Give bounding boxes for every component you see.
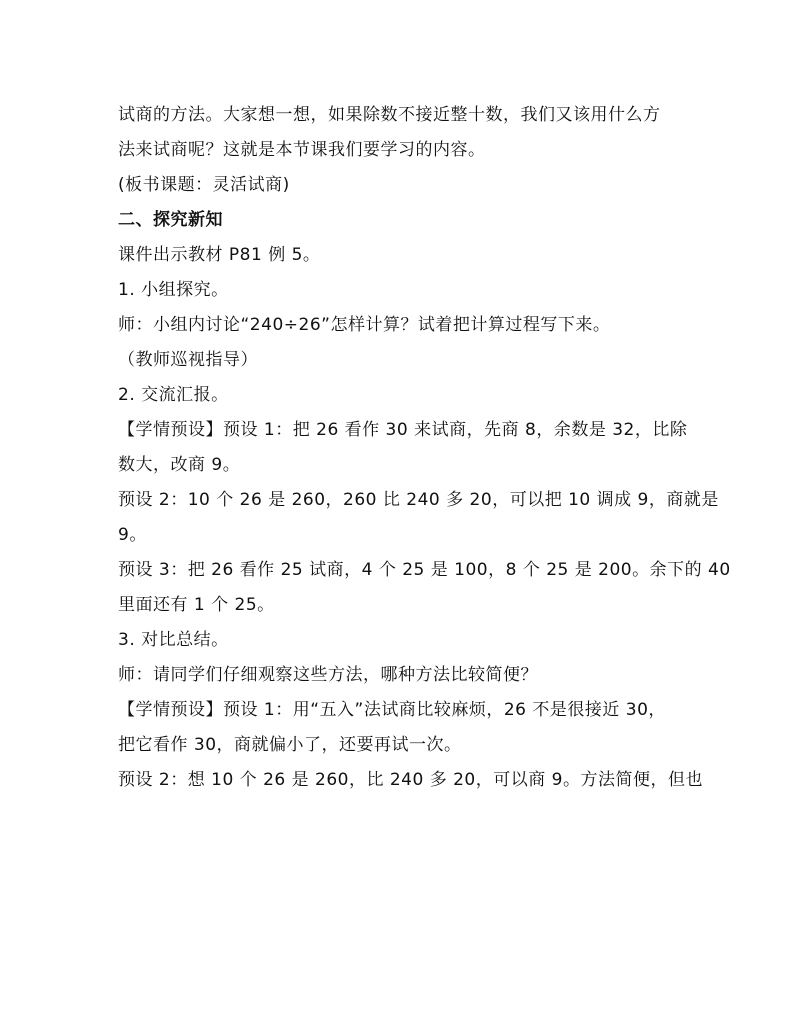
text-line: 师：小组内讨论“240÷26”怎样计算？试着把计算过程写下来。 xyxy=(118,315,611,335)
text-line: 预设 3：把 26 看作 25 试商，4 个 25 是 100，8 个 25 是 200。余下的 40 xyxy=(118,560,731,580)
text-line: 法来试商呢？这就是本节课我们要学习的内容。 xyxy=(118,140,486,160)
text-line: 预设 2：10 个 26 是 260，260 比 240 多 20，可以把 10 调成 9，商就是 xyxy=(118,490,719,510)
text-line: (板书课题：灵活试商) xyxy=(118,175,290,195)
text-line: 3. 对比总结。 xyxy=(118,630,229,650)
text-line: 把它看作 30，商就偏小了，还要再试一次。 xyxy=(118,735,462,755)
text-line: 课件出示教材 P81 例 5。 xyxy=(118,245,321,265)
text-line: 试商的方法。大家想一想，如果除数不接近整十数，我们又该用什么方 xyxy=(118,105,661,125)
text-line: 里面还有 1 个 25。 xyxy=(118,595,275,615)
text-line: 2. 交流汇报。 xyxy=(118,385,229,405)
text-line: 预设 2：想 10 个 26 是 260，比 240 多 20，可以商 9。方法简便，但也 xyxy=(118,770,703,790)
document-page xyxy=(118,98,731,798)
text-line: 1. 小组探究。 xyxy=(118,280,229,300)
text-line: 师：请同学们仔细观察这些方法，哪种方法比较简便？ xyxy=(118,665,538,685)
text-line: 【学情预设】预设 1：用“五入”法试商比较麻烦，26 不是很接近 30， xyxy=(118,700,666,720)
text-line: 【学情预设】预设 1：把 26 看作 30 来试商，先商 8，余数是 32，比除 xyxy=(118,420,688,440)
text-line: 数大，改商 9。 xyxy=(118,455,241,475)
text-line: （教师巡视指导） xyxy=(118,350,258,370)
text-line: 9。 xyxy=(118,525,147,545)
section-heading: 二、探究新知 xyxy=(118,210,223,230)
